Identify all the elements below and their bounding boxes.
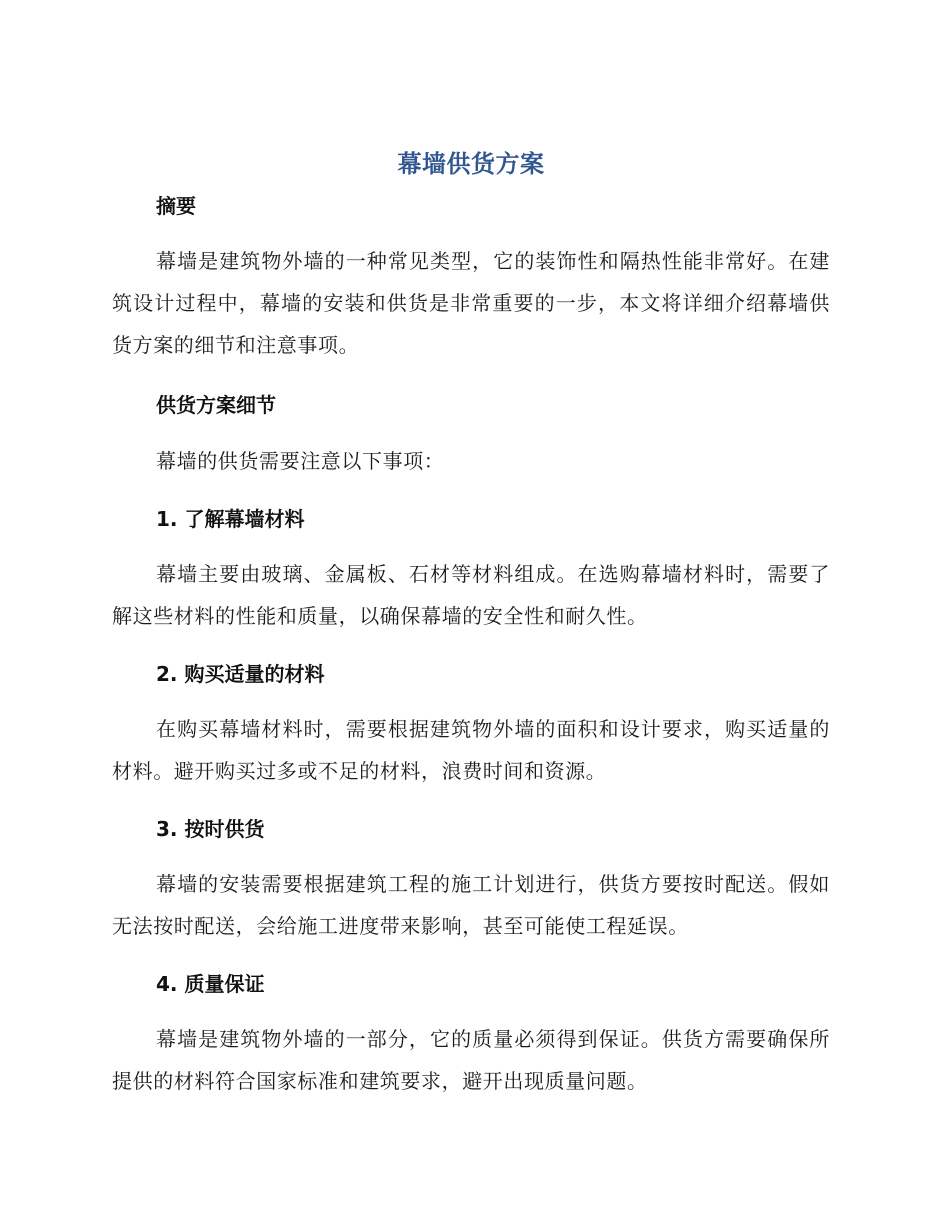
item-paragraph-delivery: 幕墙的安装需要根据建筑工程的施工计划进行，供货方要按时配送。假如无法按时配送，会给施工进度带来影响，甚至可能使工程延误。 xyxy=(112,872,830,938)
summary-heading: 摘要 xyxy=(156,194,196,218)
item-paragraph-quantity: 在购买幕墙材料时，需要根据建筑物外墙的面积和设计要求，购买适量的材料。避开购买过多或不足的材料，浪费时间和资源。 xyxy=(112,717,830,783)
item-paragraph-quality: 幕墙是建筑物外墙的一部分，它的质量必须得到保证。供货方需要确保所提供的材料符合国家标准和建筑要求，避开出现质量问题。 xyxy=(112,1027,830,1093)
item-heading-materials: 1. 了解幕墙材料 xyxy=(156,507,305,531)
document-title: 幕墙供货方案 xyxy=(397,150,545,178)
document-body xyxy=(112,142,830,1102)
item-heading-quantity: 2. 购买适量的材料 xyxy=(156,662,325,686)
item-paragraph-materials: 幕墙主要由玻璃、金属板、石材等材料组成。在选购幕墙材料时，需要了解这些材料的性能和质量，以确保幕墙的安全性和耐久性。 xyxy=(112,562,830,628)
item-heading-quality: 4. 质量保证 xyxy=(156,972,265,996)
summary-paragraph: 幕墙是建筑物外墙的一种常见类型，它的装饰性和隔热性能非常好。在建筑设计过程中，幕墙的安装和供货是非常重要的一步，本文将详细介绍幕墙供货方案的细节和注意事项。 xyxy=(112,249,830,357)
details-heading: 供货方案细节 xyxy=(156,393,276,417)
details-intro-paragraph: 幕墙的供货需要注意以下事项： xyxy=(156,449,445,473)
item-heading-delivery: 3. 按时供货 xyxy=(156,817,265,841)
